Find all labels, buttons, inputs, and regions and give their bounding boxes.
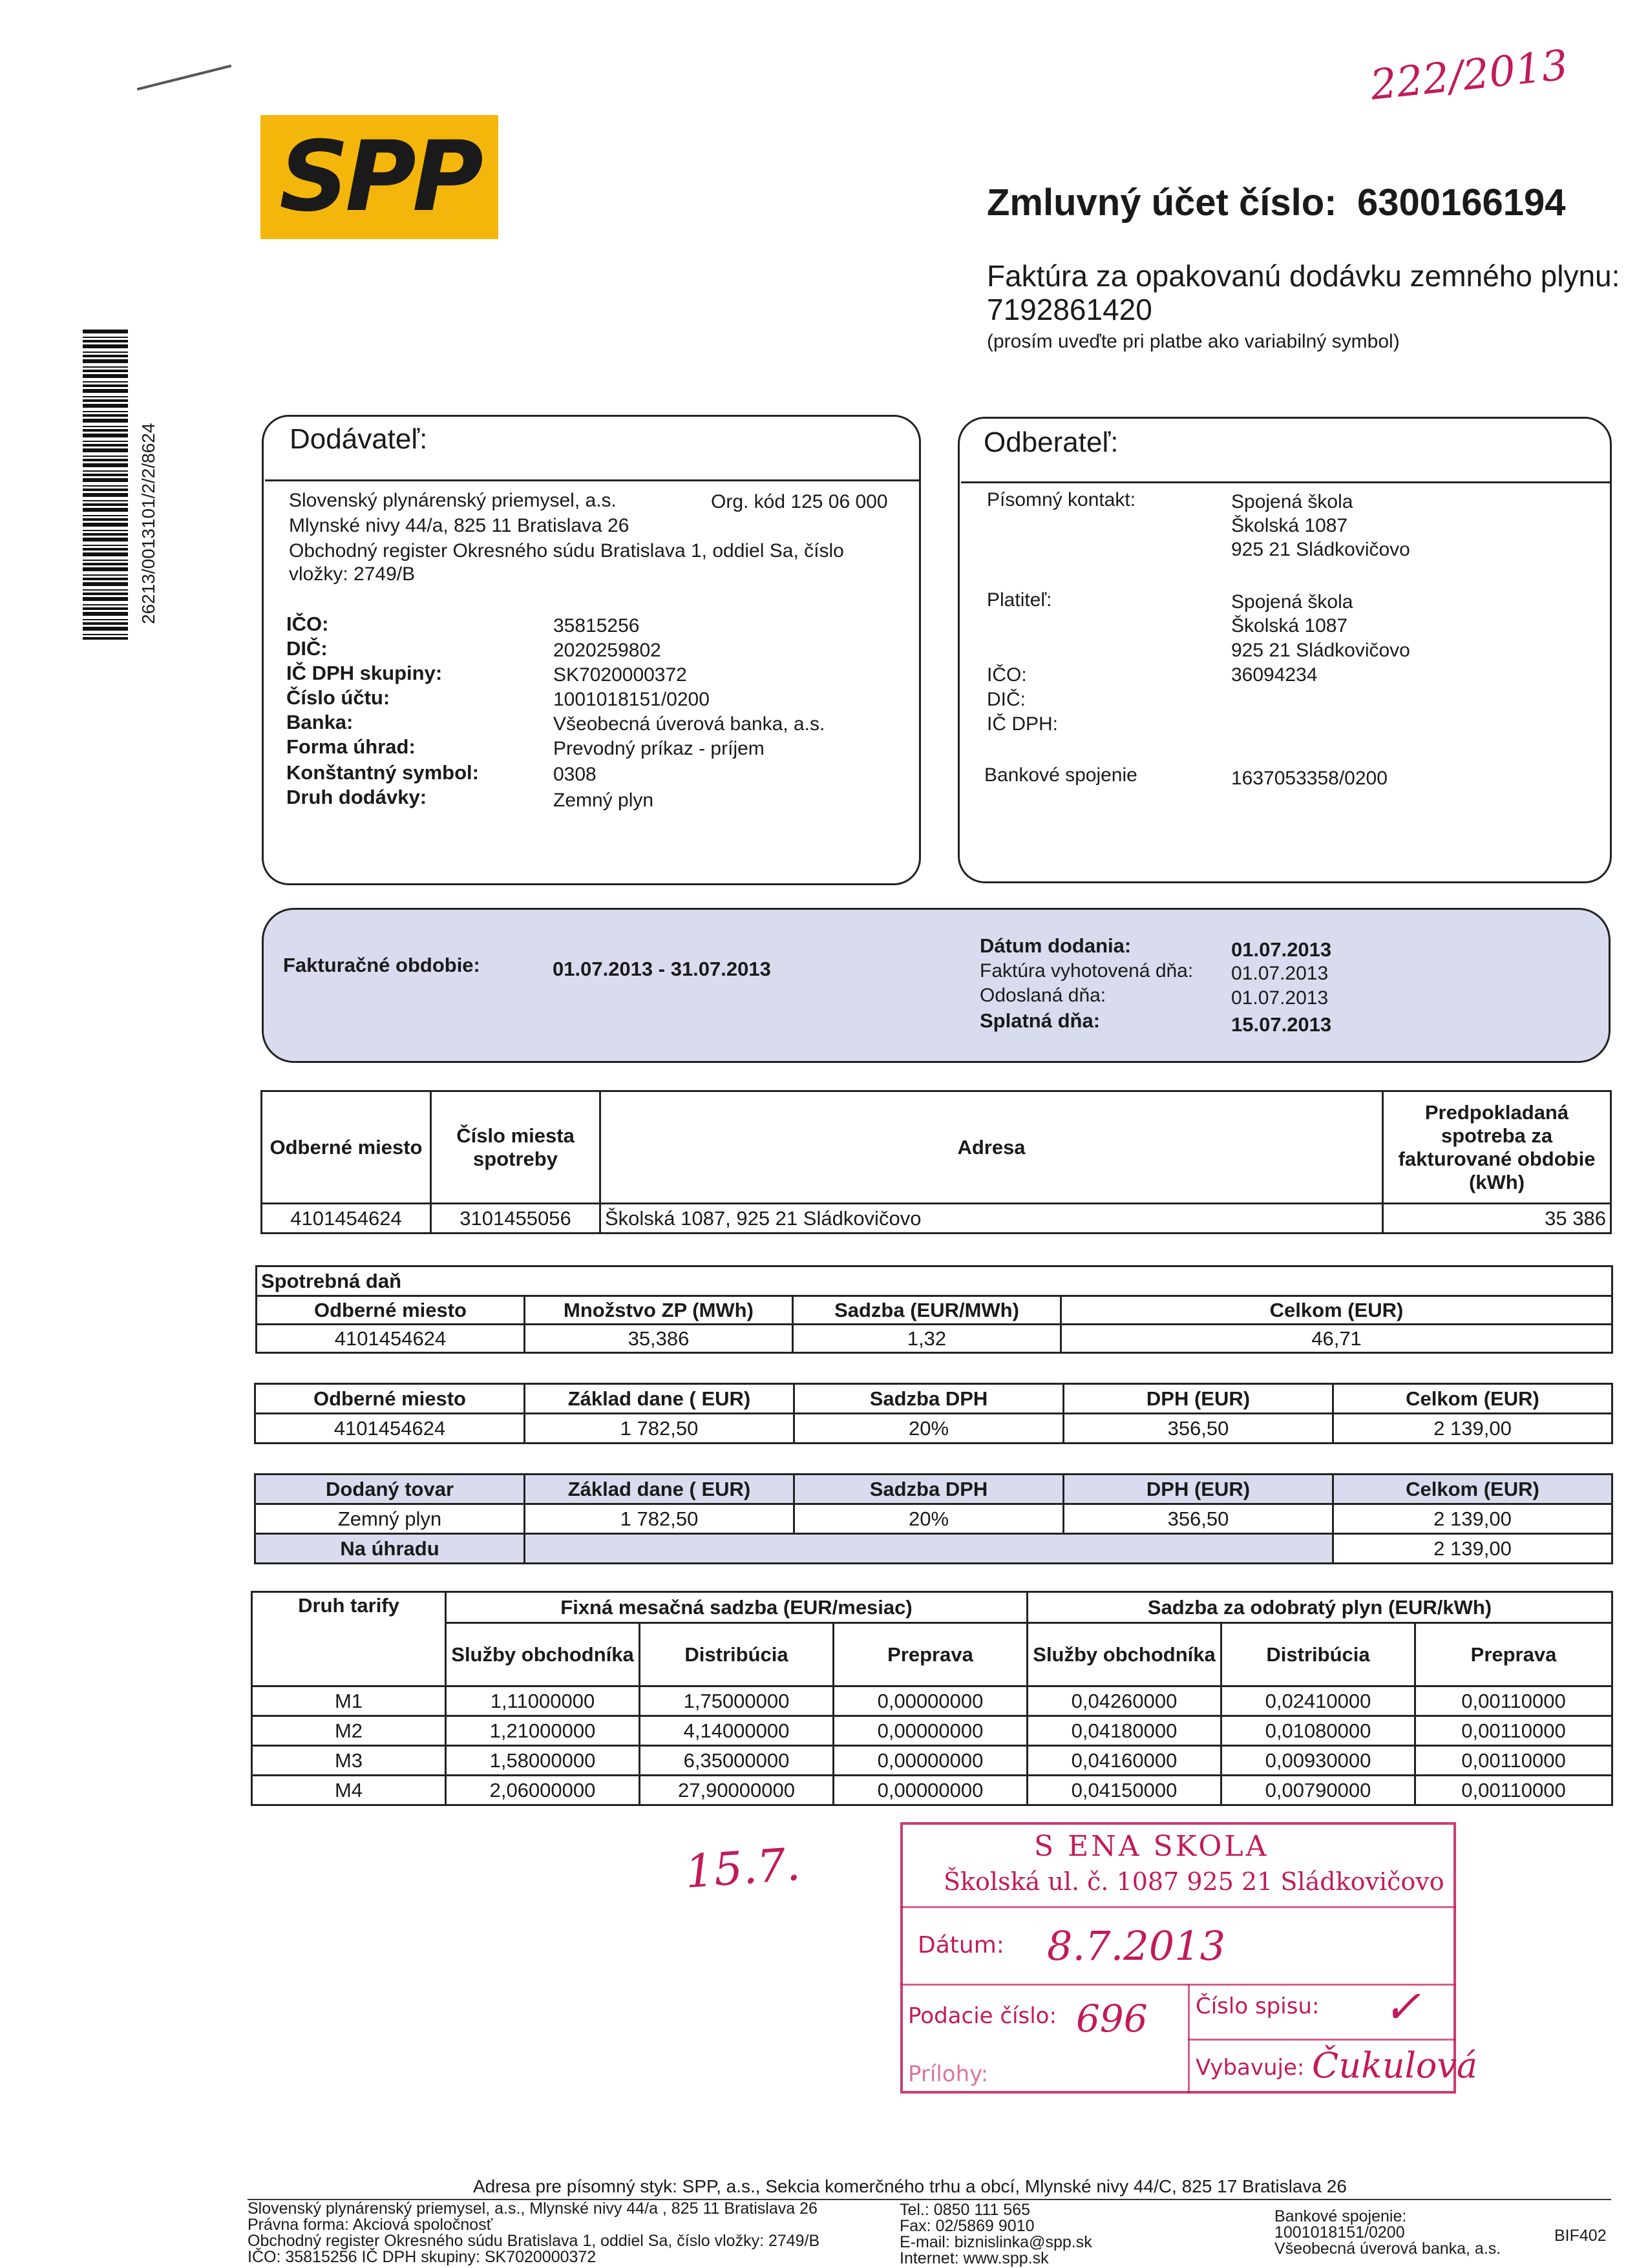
supplier-name: Slovenský plynárenský priemysel, a.s. [289,490,617,511]
supplier-register-1: Obchodný register Okresného súdu Bratislava 1, oddiel Sa, číslo [289,540,844,562]
cell-total: 2 139,00 [1333,1414,1612,1444]
supplier-label-dic: DIČ: [286,637,328,660]
cell-value: 0,00110000 [1415,1746,1612,1776]
stamp-handler-signature: Čukulová [1312,2045,1478,2086]
stamp-file-value: ✓ [1383,1980,1421,2033]
cell-value: 0,00000000 [834,1746,1028,1776]
customer-bank-value: 1637053358/0200 [1231,768,1388,789]
cell-value: 2,06000000 [446,1776,640,1805]
col-header-distribution: Distribúcia [1221,1623,1415,1686]
consumption-table [260,1090,1612,1234]
stamp-date-value: 8.7.2013 [1047,1922,1226,1969]
footer-ids: IČO: 35815256 IČ DPH skupiny: SK7020000372 [248,2248,597,2266]
total-due-label: Na úhradu [255,1534,525,1564]
customer-payer-label: Platiteľ: [987,589,1052,611]
supplier-value-bank: Všeobecná úverová banka, a.s. [553,713,825,735]
col-header-site: Odberné miesto [255,1384,525,1414]
delivery-date-label: Dátum dodania: [980,934,1132,957]
cell-value: 0,04260000 [1028,1686,1221,1716]
vat-table [254,1383,1613,1444]
due-date-label: Splatná dňa: [980,1009,1101,1032]
excise-tax-table [255,1265,1613,1354]
cell-total: 2 139,00 [1333,1504,1612,1534]
cell-value: 1,75000000 [640,1686,834,1716]
stamp-address: Školská ul. č. 1087 925 21 Sládkovičovo [944,1867,1444,1896]
stamp-reg-label: Podacie číslo: [908,2003,1057,2029]
cell-value: 0,00000000 [834,1776,1028,1805]
table-row [255,1504,1612,1534]
period-value: 01.07.2013 - 31.07.2013 [553,958,771,980]
invoice-title: Faktúra za opakovanú dodávku zemného plynu: [987,259,1620,293]
col-header-rate: Sadzba (EUR/MWh) [793,1296,1061,1325]
cell-total: 46,71 [1061,1325,1612,1353]
invoice-number: 7192861420 [987,293,1152,326]
excise-title: Spotrebná daň [257,1266,1612,1296]
col-header-tariff-type: Druh tarify [252,1592,446,1686]
col-header-tax-base: Základ dane ( EUR) [525,1384,794,1414]
col-header-vat-rate: Sadzba DPH [794,1475,1064,1504]
supplier-value-dic: 2020259802 [553,640,661,661]
barcode-text: 26213/0013101/2/2/8624 [138,423,158,624]
cell-value: 27,90000000 [640,1776,834,1805]
cell-value: 0,00000000 [834,1686,1028,1716]
col-header-total: Celkom (EUR) [1333,1384,1612,1414]
col-header-address: Adresa [600,1091,1383,1204]
cell-value: 0,00110000 [1415,1716,1612,1746]
cell-value: 0,04150000 [1028,1776,1221,1805]
supplier-register-2: vložky: 2749/B [289,563,416,585]
table-row [252,1592,1612,1623]
cell-consumption-point: 3101455056 [431,1204,600,1234]
col-header-trader-services: Služby obchodníka [446,1623,640,1686]
cell-value: 0,00000000 [834,1716,1028,1746]
cell-value: 1,21000000 [446,1716,640,1746]
col-header-quantity: Množstvo ZP (MWh) [525,1296,793,1325]
cell-vat-rate: 20% [794,1414,1064,1444]
col-header-transport: Preprava [834,1623,1028,1686]
table-row [255,1475,1612,1504]
customer-payer-line-3: 925 21 Sládkovičovo [1231,640,1410,661]
footer-phone: Tel.: 0850 111 565 [900,2201,1031,2219]
stamp-divider-2 [900,1984,1456,1986]
cell-value: 0,00790000 [1221,1776,1415,1805]
cell-site: 4101454624 [257,1325,525,1353]
footer-company-line: Slovenský plynárenský priemysel, a.s., Mlynské nivy 44/a , 825 11 Bratislava 26 [248,2200,818,2218]
cell-value: 0,01080000 [1221,1716,1415,1746]
supplier-value-delivery: Zemný plyn [553,790,654,811]
handwritten-date-note: 15.7. [683,1837,802,1899]
col-header-consumption-point: Číslo miesta spotreby [431,1091,600,1204]
cell-value: 0,00930000 [1221,1746,1415,1776]
sent-date-value: 01.07.2013 [1231,987,1329,1009]
cell-value: 6,35000000 [640,1746,834,1776]
stamp-file-label: Číslo spisu: [1196,1993,1320,2019]
customer-icdph-label: IČ DPH: [987,713,1059,735]
col-header-expected-consumption: Predpokladaná spotreba za fakturované obdobie (kWh) [1383,1091,1611,1204]
customer-contact-label: Písomný kontakt: [987,489,1136,510]
cell-vat: 356,50 [1064,1414,1333,1444]
col-header-vat: DPH (EUR) [1064,1475,1333,1504]
footer-fax: Fax: 02/5869 9010 [900,2217,1035,2235]
stamp-name: S ENA SKOLA [1034,1830,1269,1863]
col-header-site: Odberné miesto [257,1296,525,1325]
cell-site: 4101454624 [255,1414,525,1444]
cell-vat: 356,50 [1064,1504,1333,1534]
customer-payer-line-2: Školská 1087 [1231,615,1348,636]
cell-tax-base: 1 782,50 [525,1504,794,1534]
footer-code: BIF402 [1554,2227,1607,2245]
cell-expected-consumption: 35 386 [1383,1204,1611,1234]
customer-bank-label: Bankové spojenie [984,764,1137,786]
goods-table [254,1473,1613,1564]
footer-email[interactable]: E-mail: biznislinka@spp.sk [900,2233,1092,2251]
cell-tariff: M2 [252,1716,446,1746]
cell-value: 0,00110000 [1415,1776,1612,1805]
col-header-tax-base: Základ dane ( EUR) [525,1475,794,1504]
supplier-title: Dodávateľ: [290,423,428,455]
delivery-date-value: 01.07.2013 [1231,938,1332,961]
supplier-org-code: Org. kód 125 06 000 [711,491,888,512]
table-row [262,1204,1611,1234]
col-header-total: Celkom (EUR) [1061,1296,1612,1325]
supplier-value-icdph: SK7020000372 [553,664,687,686]
footer-website[interactable]: Internet: www.spp.sk [900,2249,1049,2267]
invoice-note: (prosím uveďte pri platbe ako variabilný symbol) [987,331,1400,352]
footer-mail-address: Adresa pre písomný styk: SPP, a.s., Sekcia komerčného trhu a obcí, Mlynské nivy 44/C, 825 17 Bratislava 26 [473,2176,1347,2196]
footer-bank-name: Všeobecná úverová banka, a.s. [1274,2240,1501,2258]
cell-tariff: M4 [252,1776,446,1805]
account-number: 6300166194 [1357,182,1566,224]
stamp-divider-4 [1188,2039,1456,2041]
table-row [257,1266,1612,1296]
account-label: Zmluvný účet číslo: [987,182,1337,224]
group-header-consumption-rate: Sadzba za odobratý plyn (EUR/kWh) [1028,1592,1612,1623]
col-header-vat: DPH (EUR) [1064,1384,1333,1414]
customer-contact-line-3: 925 21 Sládkovičovo [1231,539,1410,560]
spp-logo [260,115,498,239]
stamp-date-label: Dátum: [918,1932,1004,1958]
table-row [252,1686,1612,1716]
supplier-title-divider [265,479,919,481]
customer-payer-line-1: Spojená škola [1231,591,1353,613]
barcode [83,330,128,640]
supplier-value-constant: 0308 [553,764,597,785]
cell-vat-rate: 20% [794,1504,1064,1534]
col-header-distribution: Distribúcia [640,1623,834,1686]
cell-goods: Zemný plyn [255,1504,525,1534]
total-due-spacer [525,1534,1333,1564]
footer-bank-label: Bankové spojenie: [1274,2207,1407,2225]
spp-logo-text: SPP [279,121,480,233]
cell-quantity: 35,386 [525,1325,793,1353]
issued-date-label: Faktúra vyhotovená dňa: [980,960,1194,982]
cell-value: 0,04180000 [1028,1716,1221,1746]
supplier-label-delivery: Druh dodávky: [286,786,427,808]
total-due-value: 2 139,00 [1333,1534,1612,1564]
cell-value: 0,00110000 [1415,1686,1612,1716]
sent-date-label: Odoslaná dňa: [980,985,1106,1006]
col-header-site: Odberné miesto [262,1091,431,1204]
stamp-divider-1 [900,1906,1456,1908]
table-row [257,1325,1612,1353]
issued-date-value: 01.07.2013 [1231,963,1329,984]
col-header-goods: Dodaný tovar [255,1475,525,1504]
table-row [255,1384,1612,1414]
due-date-value: 15.07.2013 [1231,1013,1332,1036]
supplier-label-account: Číslo účtu: [286,686,390,709]
cell-value: 0,02410000 [1221,1686,1415,1716]
footer-legal-form: Právna forma: Akciová spoločnosť [248,2216,493,2234]
table-row [252,1776,1612,1805]
table-row [257,1296,1612,1325]
cell-address: Školská 1087, 925 21 Sládkovičovo [600,1204,1383,1234]
supplier-label-constant: Konštantný symbol: [286,761,479,784]
scan-mark-line [137,65,232,90]
period-label: Fakturačné obdobie: [283,954,480,976]
table-row [262,1091,1611,1204]
group-header-fixed-rate: Fixná mesačná sadzba (EUR/mesiac) [446,1592,1028,1623]
supplier-label-icdph: IČ DPH skupiny: [286,662,443,684]
table-row [252,1746,1612,1776]
supplier-value-account: 1001018151/0200 [553,689,710,710]
supplier-label-bank: Banka: [286,711,354,733]
col-header-vat-rate: Sadzba DPH [794,1384,1064,1414]
cell-value: 0,04160000 [1028,1746,1221,1776]
billing-period-box [262,908,1611,1063]
table-row [255,1414,1612,1444]
table-row [255,1534,1612,1564]
customer-contact-line-2: Školská 1087 [1231,515,1348,536]
supplier-value-ico: 35815256 [553,615,640,636]
customer-payer-ico: 36094234 [1231,664,1318,686]
footer-bank-account: 1001018151/0200 [1274,2223,1405,2242]
cell-site: 4101454624 [262,1204,431,1234]
customer-title: Odberateľ: [984,426,1119,458]
customer-title-divider [961,481,1610,483]
col-header-trader-services: Služby obchodníka [1028,1623,1221,1686]
table-row [252,1623,1612,1686]
footer-register: Obchodný register Okresného súdu Bratislava 1, oddiel Sa, číslo vložky: 2749/B [248,2232,820,2250]
stamp-reg-value: 696 [1076,1997,1148,2041]
cell-value: 1,58000000 [446,1746,640,1776]
customer-dic-label: DIČ: [987,689,1026,710]
col-header-transport: Preprava [1415,1623,1612,1686]
supplier-value-payment: Prevodný príkaz - príjem [553,738,765,759]
handwritten-reference: 222/2013 [1368,41,1570,110]
cell-value: 4,14000000 [640,1716,834,1746]
customer-contact-line-1: Spojená škola [1231,491,1353,512]
stamp-handler-label: Vybavuje: [1196,2055,1305,2081]
cell-tariff: M3 [252,1746,446,1776]
cell-value: 1,11000000 [446,1686,640,1716]
cell-rate: 1,32 [793,1325,1061,1353]
supplier-label-ico: IČO: [286,613,329,635]
tariff-table [251,1591,1613,1806]
col-header-total: Celkom (EUR) [1333,1475,1612,1504]
table-row [252,1716,1612,1746]
supplier-label-payment: Forma úhrad: [286,735,416,758]
supplier-address: Mlynské nivy 44/a, 825 11 Bratislava 26 [289,515,629,536]
stamp-attach-label: Prílohy: [908,2061,989,2087]
cell-tariff: M1 [252,1686,446,1716]
cell-tax-base: 1 782,50 [525,1414,794,1444]
customer-ico-label: IČO: [987,664,1027,686]
